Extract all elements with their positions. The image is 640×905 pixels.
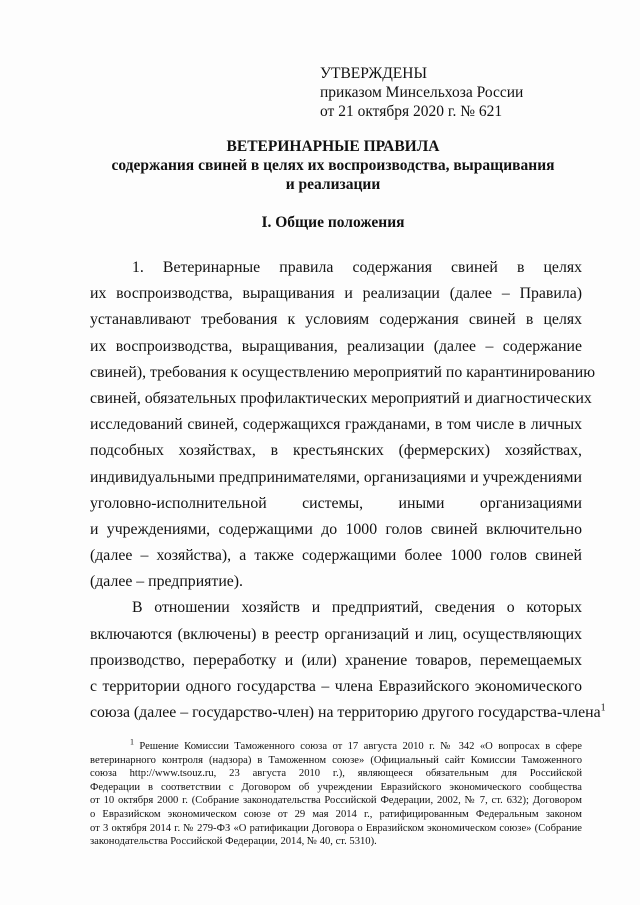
footnote-line: ветеринарного контроля (надзора) в Таможенном союзе» (Официальный сайт Комиссии Таможенного xyxy=(90,754,582,766)
footnote-line: о Евразийском экономическом союзе от 29 мая 2014 г., ратифицированным Федеральным законом xyxy=(90,808,582,820)
footnote-line: законодательства Российской Федерации, 2014, № 40, ст. 5310). xyxy=(90,836,377,848)
paragraph-line: и учреждениями, содержащими до 1000 голов свиней включительно xyxy=(90,520,582,538)
paragraph-line: 1. Ветеринарные правила содержания свиней в целях xyxy=(132,259,582,276)
section-heading: I. Общие положения xyxy=(261,214,405,231)
footnote-line: Федерации в соответствии с Договором об учреждении Евразийского экономического сообщества xyxy=(90,781,582,793)
paragraph-line: производство, переработку и (или) хранение товаров, перемещаемых xyxy=(90,651,582,669)
paragraph-line: устанавливают требования к условиям содержания свиней в целях xyxy=(90,311,582,329)
approval-date: от 21 октября 2020 г. № 621 xyxy=(320,103,503,120)
paragraph-line: индивидуальными предпринимателями, организациями и учреждениями xyxy=(90,468,582,486)
title-line-2: содержания свиней в целях их воспроизводства, выращивания xyxy=(111,157,555,174)
footnote-line xyxy=(90,737,582,754)
approval-stamp xyxy=(320,64,523,121)
paragraph-2 xyxy=(90,595,606,726)
paragraph-line: их воспроизводства, выращивания, реализации (далее – содержание xyxy=(90,337,582,355)
approval-heading: УТВЕРЖДЕНЫ xyxy=(320,65,427,82)
paragraph-line: (далее – хозяйства), а также содержащими более 1000 голов свиней xyxy=(90,547,582,565)
footnote xyxy=(90,737,582,849)
paragraph-line: их воспроизводства, выращивания и реализации (далее – Правила) xyxy=(90,285,582,303)
footnote-line: союза http://www.tsouz.ru, 23 августа 2010 г.), являющееся обязательным для Российской xyxy=(90,768,582,780)
footnote-line: от 3 октября 2014 г. № 279-ФЗ «О ратификации Договора о Евразийском экономическом союзе» (Собрание xyxy=(90,822,582,834)
paragraph-line: подсобных хозяйствах, в крестьянских (фермерских) хозяйствах, xyxy=(90,442,582,460)
paragraph-line: исследований свиней, содержащихся гражданами, в том числе в личных xyxy=(90,416,582,434)
paragraph-line: В отношении хозяйств и предприятий, сведения о которых xyxy=(132,599,582,617)
paragraph-1 xyxy=(90,255,596,595)
footnote-line-text: Решение Комиссии Таможенного союза от 17 августа 2010 г. № 342 «О вопросах в сфере xyxy=(139,741,582,752)
document-title xyxy=(60,137,606,194)
paragraph-line: (далее – предприятие). xyxy=(90,573,243,591)
paragraph-line-with-footnote xyxy=(90,700,606,726)
paragraph-line: свиней, обязательных профилактических мероприятий и диагностических xyxy=(90,389,592,407)
footnote-line: от 10 октября 2000 г. (Собрание законодательства Российской Федерации, 2002, № 7, ст. 632); Договором xyxy=(90,795,582,807)
footnote-reference[interactable]: 1 xyxy=(600,702,606,714)
paragraph-line: с территории одного государства – члена Евразийского экономического xyxy=(90,678,582,695)
paragraph-line: включаются (включены) в реестр организаций и лиц, осуществляющих xyxy=(90,625,582,643)
body-text xyxy=(90,255,606,726)
approval-order: приказом Минсельхоза России xyxy=(320,84,524,101)
paragraph-line-text: союза (далее – государство-член) на территорию другого государства-члена xyxy=(90,704,601,722)
paragraph-line: уголовно-исполнительной системы, иными организациями xyxy=(90,494,582,512)
paragraph-line: свиней), требования к осуществлению мероприятий по карантинированию xyxy=(90,363,596,381)
title-line-1: ВЕТЕРИНАРНЫЕ ПРАВИЛА xyxy=(226,138,440,155)
title-line-3: и реализации xyxy=(285,176,381,193)
footnote-mark: 1 xyxy=(130,737,134,747)
